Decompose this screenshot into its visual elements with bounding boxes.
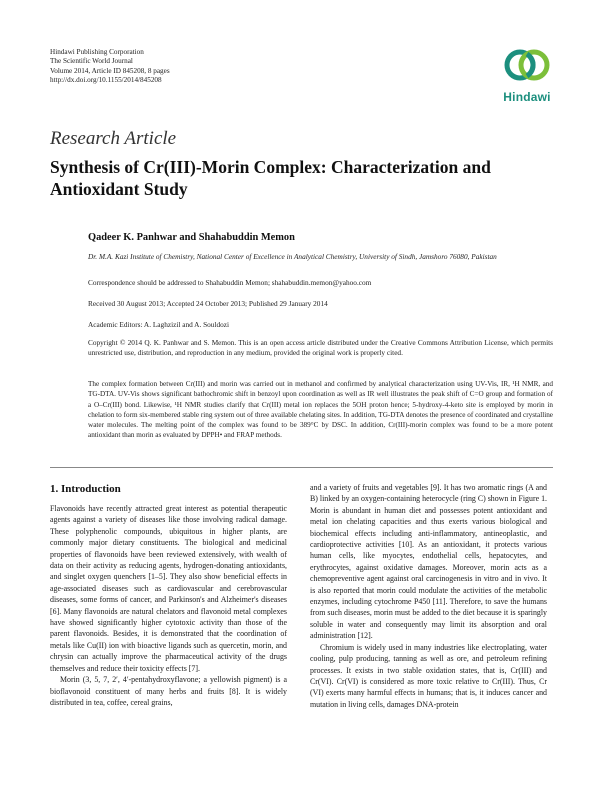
intro-paragraph-2: Morin (3, 5, 7, 2′, 4′-pentahydroxyflavone; a yellowish pigment) is a bioflavonoid constituent of many herbs and fruits [8]. It is widely distributed in tea, coffee, cereal grains, [50,675,287,707]
academic-editors: Academic Editors: A. Laghzizil and A. Souldozi [88,320,230,329]
journal-header [50,48,170,86]
hindawi-logo-text: Hindawi [503,90,551,104]
author-list: Qadeer K. Panhwar and Shahabuddin Memon [88,232,295,243]
volume-info: Volume 2014, Article ID 845208, 8 pages [50,66,170,75]
affiliation: Dr. M.A. Kazi Institute of Chemistry, National Center of Excellence in Analytical Chemistry, University of Sindh, Jamshoro 76080, Pakistan [88,252,497,261]
correspondence-line: Correspondence should be addressed to Shahabuddin Memon; shahabuddin.memon@yahoo.com [88,278,372,287]
section-heading-introduction: 1. Introduction [50,483,121,495]
publisher-name: Hindawi Publishing Corporation [50,48,144,56]
doi-link[interactable]: http://dx.doi.org/10.1155/2014/845208 [50,76,162,85]
section-divider [50,467,553,468]
intro-paragraph-1: Flavonoids have recently attracted great interest as potential therapeutic agents against a variety of diseases like those involving radical damage. These polyphenolic compounds, ubiquitous in higher plants, are commonly major dietary constituents. The biological and medicinal properties of flavonoids have been reviewed extensively, with wealth of data on their activity as reducing agents, hydrogen-donating antioxidants, and singlet oxygen quenchers [1–5]. They also show beneficial effects in age-associated diseases such as cardiovascular and cerebrovascular diseases, some forms of cancer, and Parkinson's and Alzheimer's diseases [6]. Many flavonoids are natural chelators and flavonoid metal complexes have showed significantly higher cytotoxic activity than those of the parent flavonoids. Besides, it is demonstrated that the coordination of metals like Cu(II) ion with bioactive ligands such as quercetin, morin, and chrysin can actually improve the pharmaceutical activity of the drugs themselves and reduce their toxicity effects [7]. [50,504,287,673]
journal-name: The Scientific World Journal [50,57,133,66]
left-column [50,503,287,708]
paper-title: Synthesis of Cr(III)-Morin Complex: Characterization and Antioxidant Study [50,157,491,199]
abstract-text: The complex formation between Cr(III) and morin was carried out in methanol and confirmed by analytical characterization using UV-Vis, IR, ¹H NMR, and TG-DTA. UV-Vis shows significant bathochromic shift in benzoyl upon coordination as well as IR well illustrates the peak shift of C=O group and formation of a O–Cr(III) bond. Likewise, ¹H NMR studies clarify that Cr(III) metal ion replaces the 5OH proton hence; 5-hydroxy-4-keto site is employed by morin in chelation to form six-membered stable ring system out of three available chelating sites. In addition, TG-DTA denotes the presence of coordinated and crystalline water molecules. The melting point of the complex was found to be 389°C by DSC. In addition, Cr(III)-morin complex was found to be a more potent antioxidant than morin as evaluated by DPPH• and FRAP methods. [88,380,553,440]
intro-paragraph-4: Chromium is widely used in many industries like electroplating, water cooling, pulp producing, tanning as well as ore, and petroleum refining processes. It exists in two stable oxidation states, that is, Cr(III) and Cr(VI). Cr(VI) is considered as more toxic relative to Cr(III). Thus, Cr (VI) exerts many harmful effects in humans; that is, it induces cancer and mutation in living cells, damages DNA-protein [310,642,547,709]
hindawi-logo [498,44,556,106]
article-type: Research Article [50,128,177,149]
intro-paragraph-3: and a variety of fruits and vegetables [9]. It has two aromatic rings (A and B) linked by an oxygen-containing heterocycle (ring C) shown in Figure 1. Morin is abundant in human diet and possesses potent antioxidant and metal ion chelating capacities and thus exerts various biological and biochemical effects including anti-inflammatory, antineoplastic, and cardioprotective activities [10]. As an antioxidant, it protects various human cells, like myocytes, endothelial cells, hepatocytes, and erythrocytes, against oxidative damages. Moreover, morin acts as a chemopreventive agent against oral carcinogenesis in vitro and in vivo. It is also reported that morin could modulate the activities of the metabolic enzymes, including cytochrome P450 [11]. Therefore, to save the humans from such diseases, morin must be added to the diet because it is sparingly soluble in water and consequently may limit its absorption and oral administration [12]. [310,483,547,641]
hindawi-logo-icon [498,44,556,88]
right-column [310,482,547,710]
copyright-notice: Copyright © 2014 Q. K. Panhwar and S. Memon. This is an open access article distributed under the Creative Commons Attribution License, which permits unrestricted use, distribution, and reproduction in any medium, provided the original work is properly cited. [88,338,553,358]
publication-dates: Received 30 August 2013; Accepted 24 October 2013; Published 29 January 2014 [88,299,328,308]
